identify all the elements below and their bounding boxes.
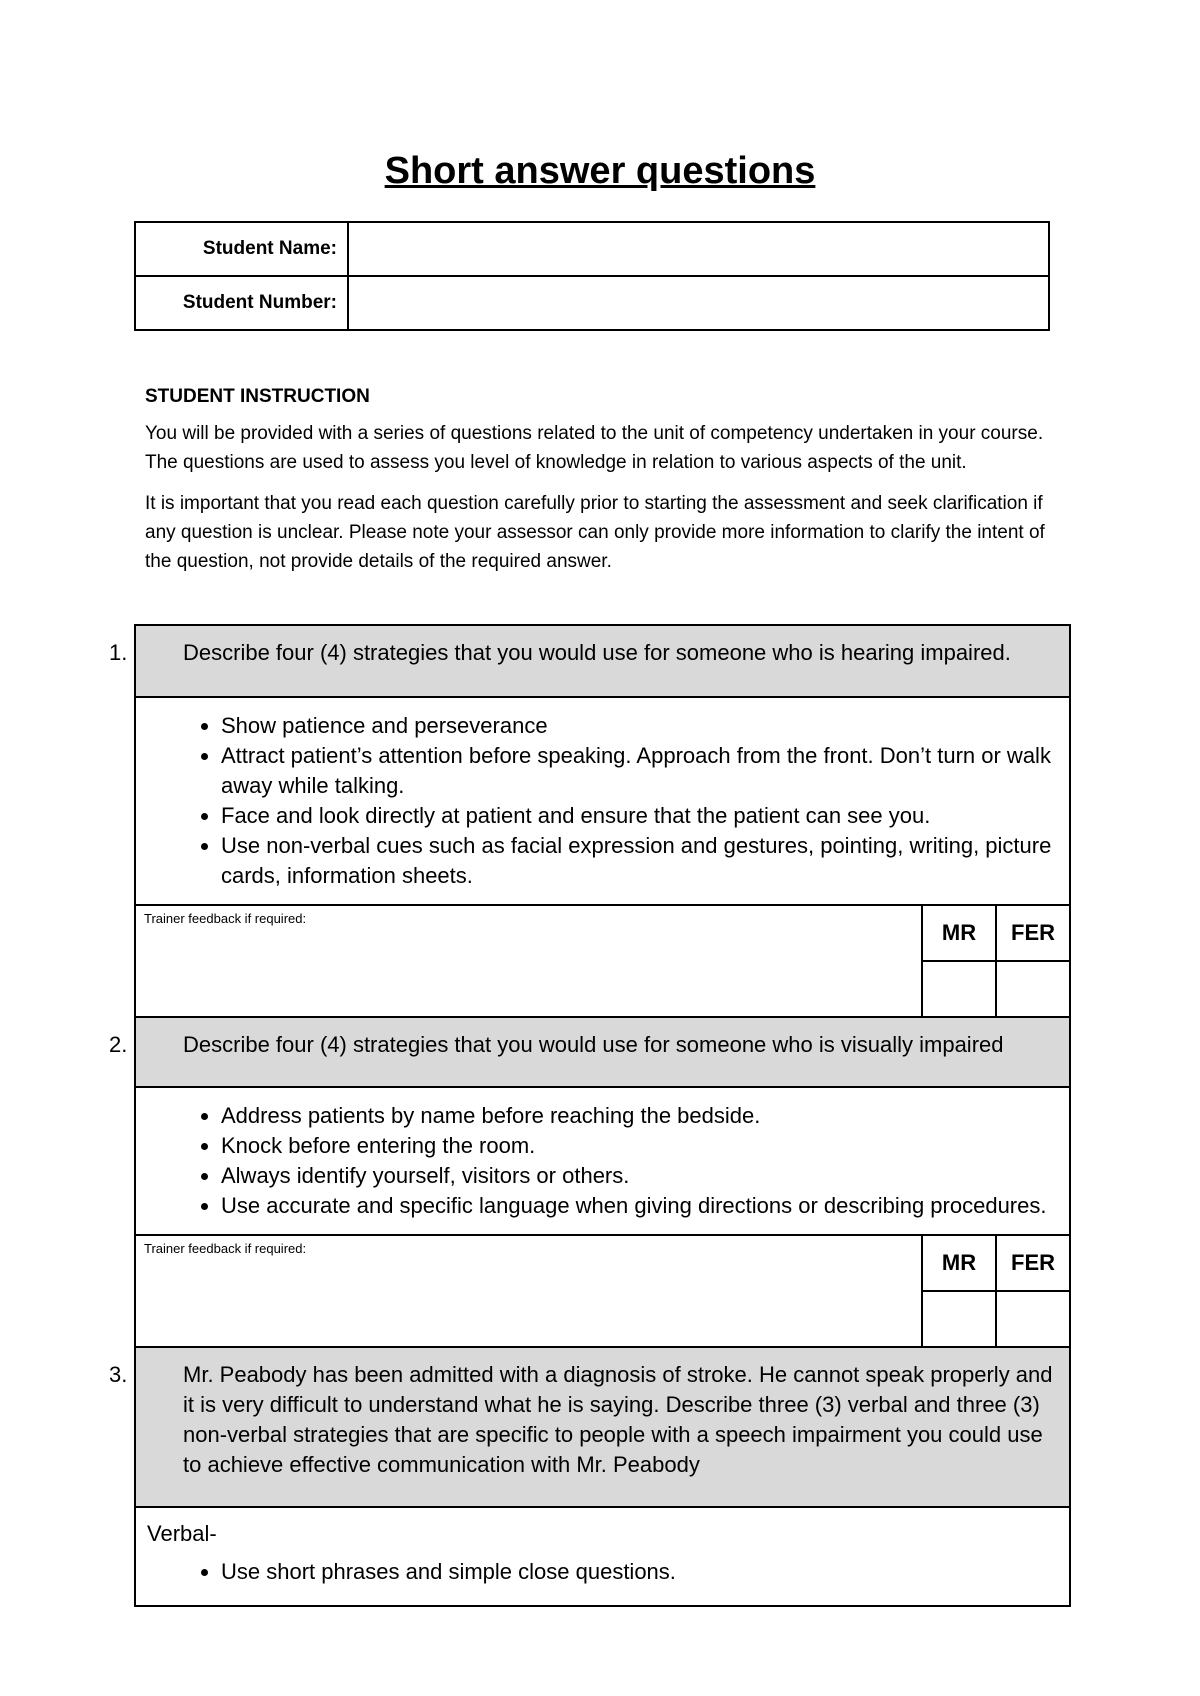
questions-table [109, 624, 1071, 1607]
page-title: Short answer questions [384, 150, 816, 192]
question-number: 3. [109, 1362, 128, 1387]
question-text: Mr. Peabody has been admitted with a diagnosis of stroke. He cannot speak properly and it is very difficult to understand what he is saying. Describe three (3) verbal and three (3) non-verbal strategies that are specific to people with a speech impairment you could use to achieve effective communication with Mr. Peabody [183, 1362, 1053, 1477]
mr-label: MR [922, 905, 996, 961]
trainer-feedback-field[interactable] [135, 1235, 922, 1347]
verbal-label: Verbal- [147, 1521, 217, 1546]
answer-row [135, 697, 1070, 905]
student-info-table [134, 221, 1050, 331]
list-item: • Always identify yourself, visitors or others. [221, 1161, 1068, 1191]
question-header [135, 1347, 1070, 1507]
answer-row [135, 1507, 1070, 1606]
list-item: • Use non-verbal cues such as facial expression and gestures, pointing, writing, picture cards, information sheets. [221, 831, 1068, 891]
feedback-label: Trainer feedback if required: [144, 911, 307, 926]
question-number: 1. [109, 640, 128, 665]
mr-checkbox[interactable] [922, 1291, 996, 1347]
mr-label: MR [922, 1235, 996, 1291]
question-number: 2. [109, 1032, 128, 1057]
student-name-label: Student Name: [135, 222, 348, 276]
student-instruction [145, 382, 1065, 588]
list-item: • Attract patient’s attention before speaking. Approach from the front. Don’t turn or walk away while talking. [221, 741, 1068, 801]
fer-checkbox[interactable] [996, 961, 1070, 1017]
answer-list [137, 1101, 1068, 1221]
list-item: • Knock before entering the room. [221, 1131, 1068, 1161]
student-number-label: Student Number: [135, 276, 348, 330]
list-item: • Address patients by name before reaching the bedside. [221, 1101, 1068, 1131]
student-number-field[interactable] [348, 276, 1049, 330]
question-header [135, 1017, 1070, 1087]
list-item: • Use short phrases and simple close questions. [221, 1557, 1068, 1587]
answer-list [137, 711, 1068, 891]
student-name-field[interactable] [348, 222, 1049, 276]
fer-checkbox[interactable] [996, 1291, 1070, 1347]
fer-label: FER [996, 905, 1070, 961]
question-text: Describe four (4) strategies that you would use for someone who is visually impaired [183, 1032, 1004, 1057]
list-item: • Use accurate and specific language when giving directions or describing procedures. [221, 1191, 1068, 1221]
mr-checkbox[interactable] [922, 961, 996, 1017]
instruction-paragraph: You will be provided with a series of questions related to the unit of competency undertaken in your course. The questions are used to assess you level of knowledge in relation to various aspects of the unit. [145, 423, 1044, 473]
trainer-feedback-field[interactable] [135, 905, 922, 1017]
list-item: • Face and look directly at patient and ensure that the patient can see you. [221, 801, 1068, 831]
feedback-label: Trainer feedback if required: [144, 1241, 307, 1256]
answer-list [137, 1557, 1068, 1587]
instruction-heading: STUDENT INSTRUCTION [145, 386, 370, 407]
instruction-paragraph: It is important that you read each question carefully prior to starting the assessment and seek clarification if any question is unclear. Please note your assessor can only provide more information to clarify the intent of the question, not provide details of the required answer. [145, 493, 1045, 572]
question-header [135, 625, 1070, 697]
question-text: Describe four (4) strategies that you would use for someone who is hearing impaired. [183, 640, 1011, 665]
answer-row [135, 1087, 1070, 1235]
list-item: • Show patience and perseverance [221, 711, 1068, 741]
fer-label: FER [996, 1235, 1070, 1291]
